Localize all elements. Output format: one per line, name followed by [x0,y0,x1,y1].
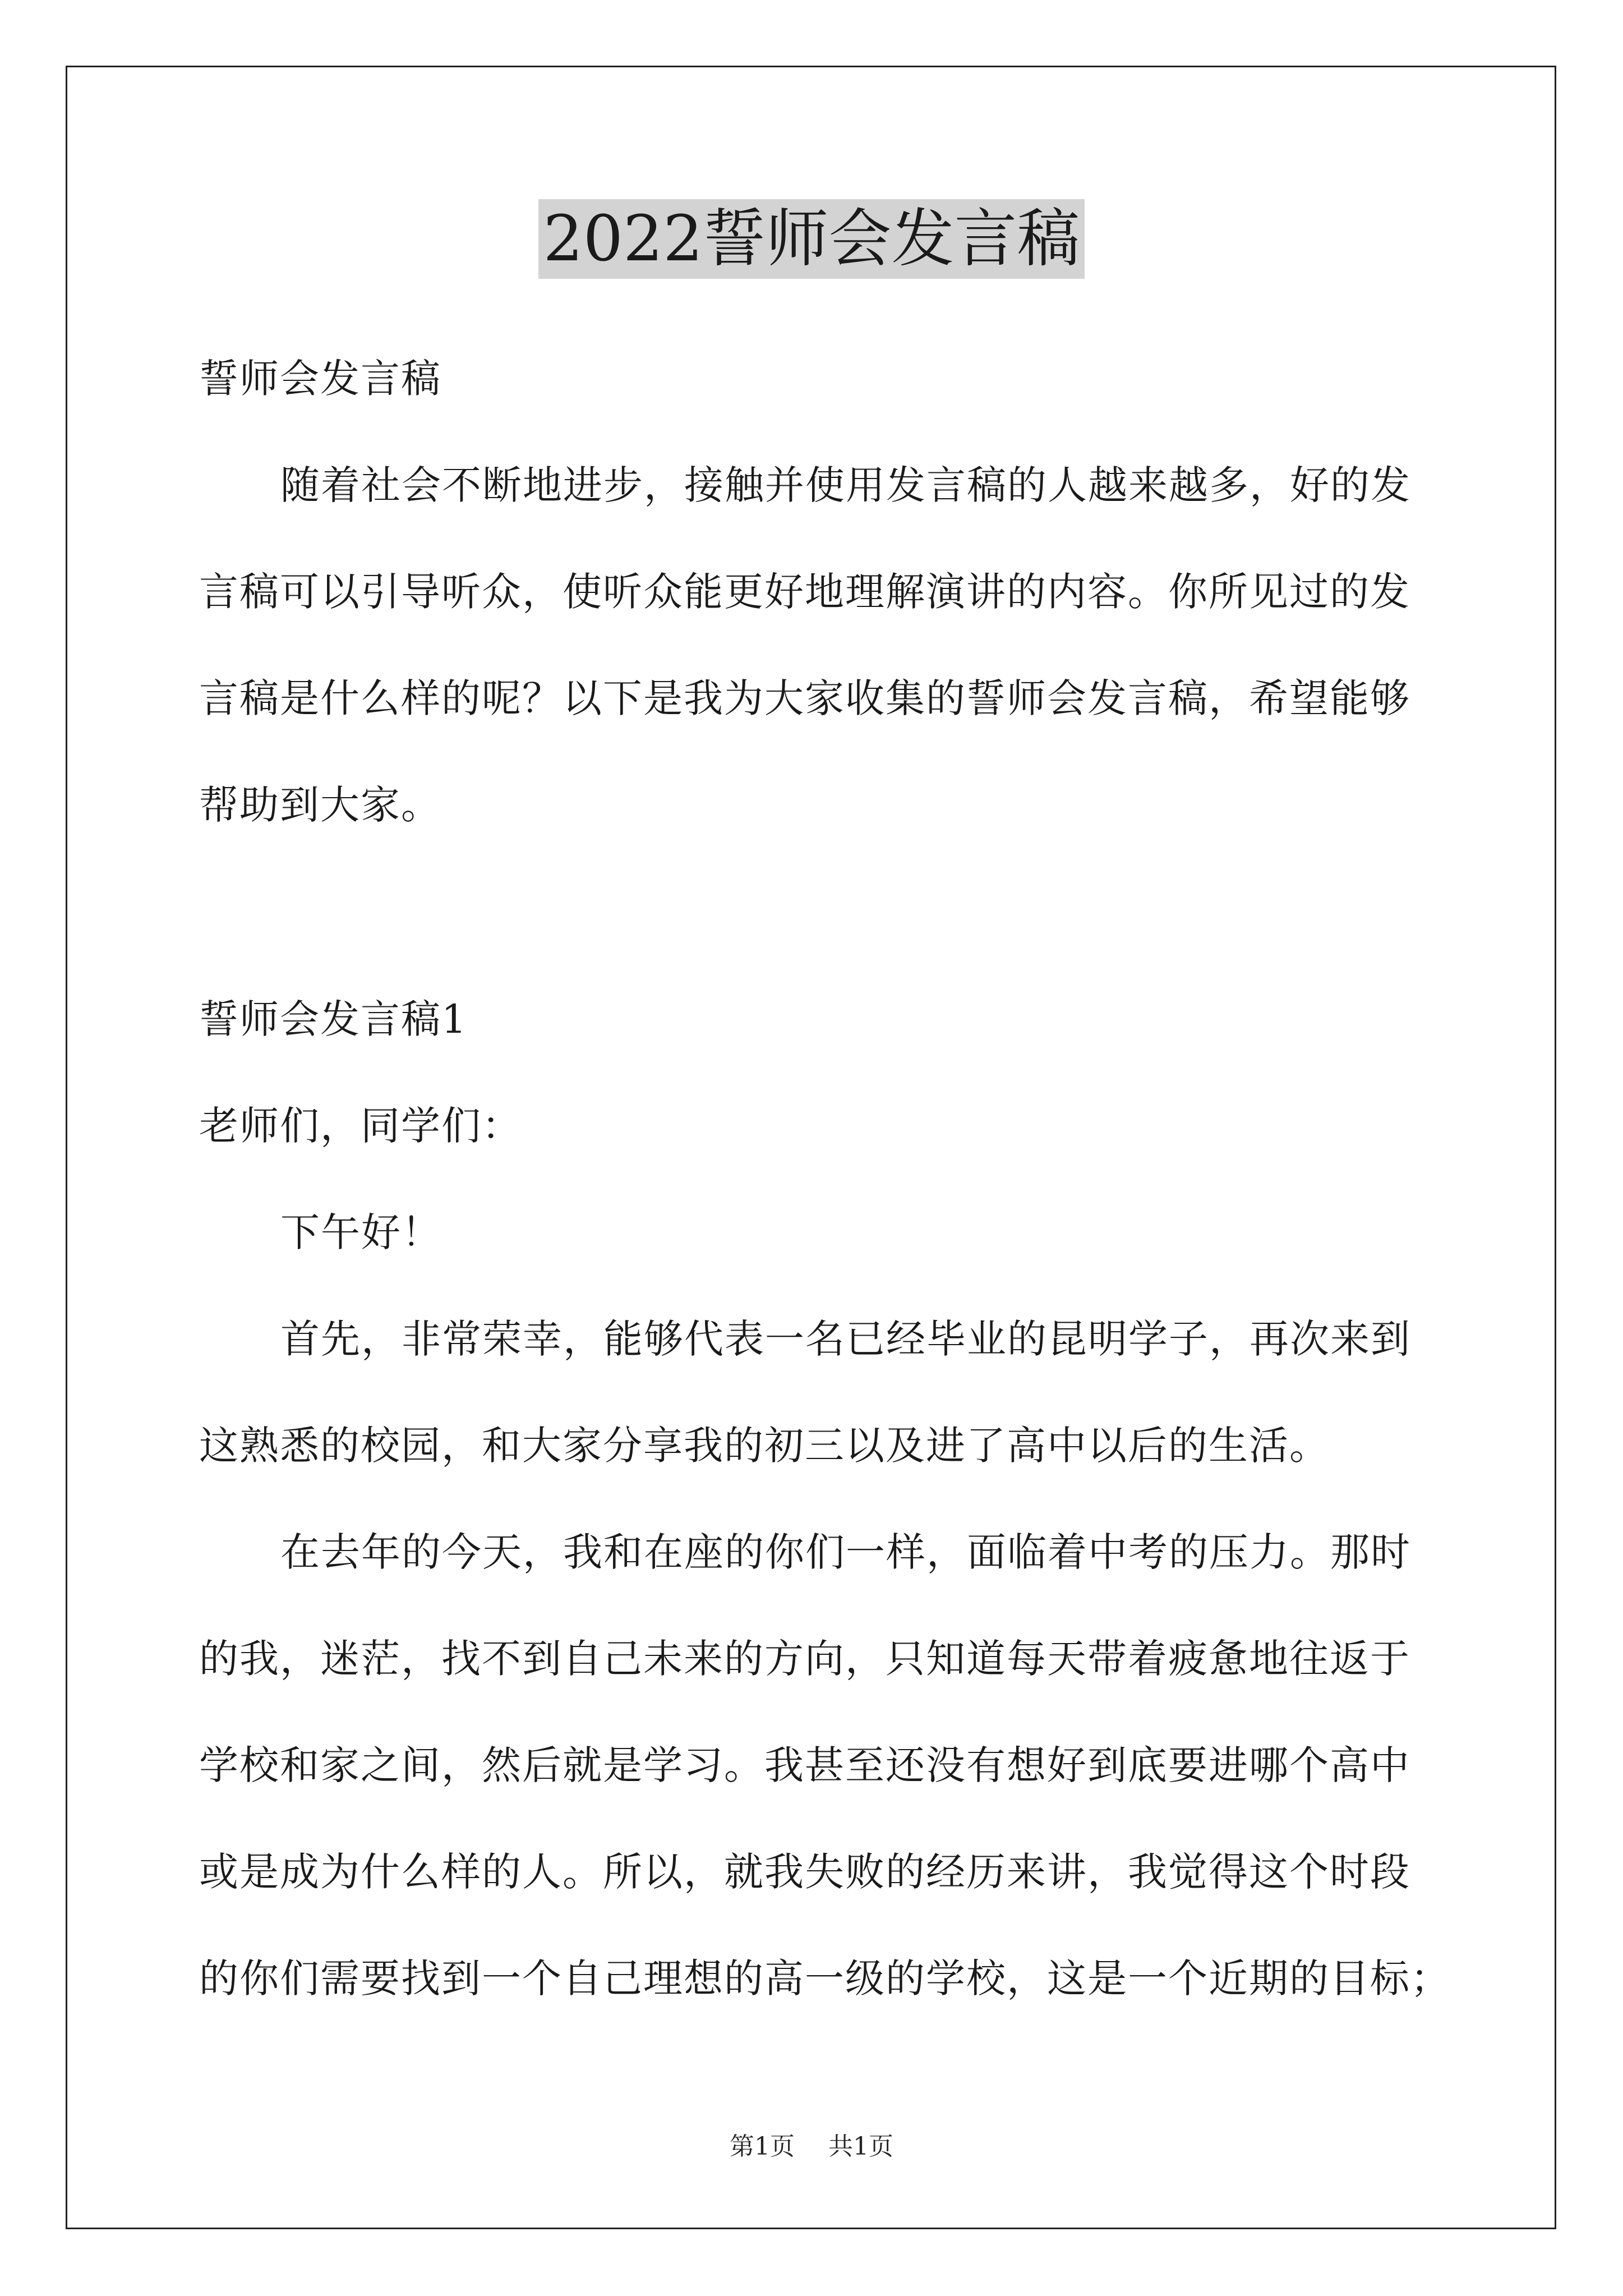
intro-line: 帮助到大家。 [199,782,441,828]
paragraph-line: 这熟悉的校园，和大家分享我的初三以及进了高中以后的生活。 [199,1423,1330,1469]
intro-line: 随着社会不断地进步，接触并使用发言稿的人越来越多，好的发 [280,462,1411,508]
intro-line: 言稿是什么样的呢？以下是我为大家收集的誓师会发言稿，希望能够 [199,675,1410,721]
document-title [0,200,1623,278]
page-total: 共1页 [828,2132,893,2161]
greeting: 下午好！ [280,1209,442,1255]
document-title-text: 2022誓师会发言稿 [538,199,1084,279]
paragraph-line: 的我，迷茫，找不到自己未来的方向，只知道每天带着疲惫地往返于 [199,1636,1410,1682]
section-heading: 誓师会发言稿1 [199,996,468,1042]
paragraph-line: 在去年的今天，我和在座的你们一样，面临着中考的压力。那时 [280,1529,1411,1575]
page-footer [0,2130,1623,2164]
paragraph-line: 或是成为什么样的人。所以，就我失败的经历来讲，我觉得这个时段 [199,1849,1410,1895]
document-subtitle: 誓师会发言稿 [199,356,441,402]
paragraph-line: 学校和家之间，然后就是学习。我甚至还没有想好到底要进哪个高中 [199,1742,1410,1788]
paragraph-line: 首先，非常荣幸，能够代表一名已经毕业的昆明学子，再次来到 [280,1316,1411,1362]
paragraph-line: 的你们需要找到一个自己理想的高一级的学校，这是一个近期的目标； [199,1955,1451,2001]
page-number: 第1页 [730,2132,795,2161]
intro-line: 言稿可以引导听众，使听众能更好地理解演讲的内容。你所见过的发 [199,569,1410,615]
salutation: 老师们，同学们： [199,1103,522,1149]
